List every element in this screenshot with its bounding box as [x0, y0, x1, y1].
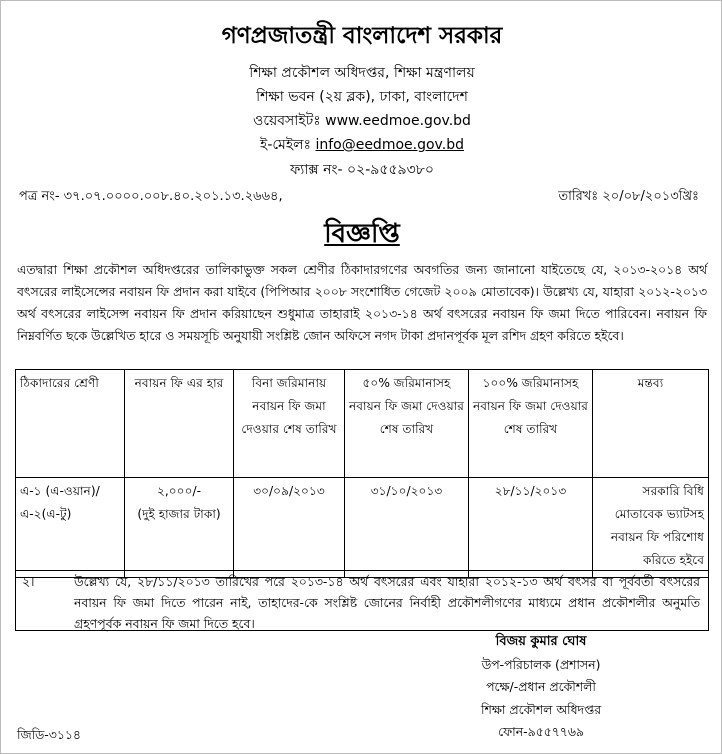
cell-date-50: ৩১/১০/২০১৩ [345, 478, 469, 578]
notice-paragraph: এতদ্বারা শিক্ষা প্রকৌশল অধিদপ্তরের তালিকাভুক্ত সকল শ্রেণীর ঠিকাদারগণের অবগতির জন্য জানানো যাইতেছে যে, ২০১৩-২০১৪ অর্থ বৎসরের লাইসেন্সের নবায়ন ফি প্রদান করা যাইবে (পিপিআর ২০০৮ সংশোধিত গেজেট ২০০৯ মোতাবেক)। উল্লেখ্য যে, যাহারা ২০১২-২০১৩ অর্থ বৎসরের লাইসেন্স নবায়ন ফি প্রদান করিয়াছেন শুধুমাত্র তাহারাই ২০১৩-১৪ অর্থ বৎসরের নবায়ন ফি জমা দিতে পারিবেন। নবায়ন ফি নিম্নবর্ণিত ছকে উল্লেখিত হারে ও সময়সূচি অনুযায়ী সংশ্লিষ্ট জোন অফিসে নগদ টাকা প্রদানপূর্বক মূল রশিদ গ্রহণ করিতে হইবে। [17, 262, 707, 343]
table-row [16, 478, 709, 578]
government-title: গণপ্রজাতন্ত্রী বাংলাদেশ সরকার [221, 23, 503, 49]
signatory-phone: ফোন-৯৫৫৭৭৬৯ [498, 724, 584, 739]
second-paragraph [15, 570, 709, 631]
header-remarks: মন্তব্য [593, 370, 709, 478]
header-date-100: ১০০% জরিমানাসহ নবায়ন ফি জমা দেওয়ার শেষ তারিখ [469, 370, 593, 478]
department-line: শিক্ষা প্রকৌশল অধিদপ্তর, শিক্ষা মন্ত্রণালয় [249, 65, 475, 81]
website-line [1, 109, 722, 133]
email-line [1, 133, 722, 157]
notice-date: তারিখঃ ২০/০৮/২০১৩খ্রিঃ [558, 189, 699, 204]
fax-line: ফ্যাক্স নং- ০২-৯৫৫৯৩৮০ [290, 162, 434, 178]
signatory-name: বিজয় কুমার ঘোষ [495, 634, 587, 649]
signature-block [421, 631, 661, 744]
header-date-no-fine: বিনা জরিমানায় নবায়ন ফি জমা দেওয়ার শেষ তারিখ [234, 370, 345, 478]
website-link[interactable]: www.eedmoe.gov.bd [325, 113, 471, 129]
signatory-on-behalf: পক্ষে/-প্রধান প্রকৌশলী [486, 679, 596, 694]
reference-number: পত্র নং- ৩৭.০৭.০০০০.০০৮.৪০.২০১.১৩.২৬৬৪, [19, 189, 283, 204]
cell-date-100: ২৮/১১/২০১৩ [469, 478, 593, 578]
fee-table [15, 369, 709, 578]
notice-title-text: বিজ্ঞপ্তি [324, 219, 400, 249]
header-date-50: ৫০% জরিমানাসহ নবায়ন ফি জমা দেওয়ার শেষ তারিখ [345, 370, 469, 478]
header-category: ঠিকাদারের শ্রেণী [16, 370, 125, 478]
fee-words: (দুই হাজার টাকা) [137, 507, 221, 521]
email-link[interactable]: info@eedmoe.gov.bd [315, 137, 464, 153]
notice-title [1, 213, 722, 257]
address-line: শিক্ষা ভবন (২য় ব্লক), ঢাকা, বাংলাদেশ [256, 89, 468, 105]
paragraph-text: উল্লেখ্য যে, ২৮/১১/২০১৩ তারিখের পরে ২০১৩-১৪ অর্থ বৎসরের এবং যাহারা ২০১২-১৩ অর্থ বৎসর বা পূর্ববর্তী বৎসরের নবায়ন ফি জমা দিতে পারেন নাই, তাহাদের-কে সংশ্লিষ্ট জোনের নির্বাহী প্রকৌশলীগণের মাধ্যমে প্রধান প্রকৌশলীর অনুমতি গ্রহণপূর্বক নবায়ন ফি জমা দিতে হবে। [74, 574, 700, 631]
fee-amount: ২,০০০/- [156, 484, 202, 498]
email-label: ই-মেইলঃ [260, 137, 311, 153]
header-fee-rate: নবায়ন ফি এর হার [125, 370, 234, 478]
cell-remarks: সরকারি বিধি মোতাবেক ভ্যাটসহ নবায়ন ফি পরিশোধ করিতে হইবে [593, 478, 709, 578]
signatory-designation: উপ-পরিচালক (প্রশাসন) [481, 656, 601, 672]
signatory-office: শিক্ষা প্রকৌশল অধিদপ্তর [480, 701, 602, 717]
table-header-row [16, 370, 709, 478]
paragraph-number: ২। [22, 574, 35, 589]
cell-fee [125, 478, 234, 578]
cell-date-no-fine: ৩০/০৯/২০১৩ [234, 478, 345, 578]
cell-category: এ-১ (এ-ওয়ান)/ এ-২(এ-টু) [16, 478, 125, 578]
gd-number: জিডি-৩১১৪ [17, 727, 81, 742]
website-label: ওয়েবসাইটঃ [253, 113, 321, 129]
